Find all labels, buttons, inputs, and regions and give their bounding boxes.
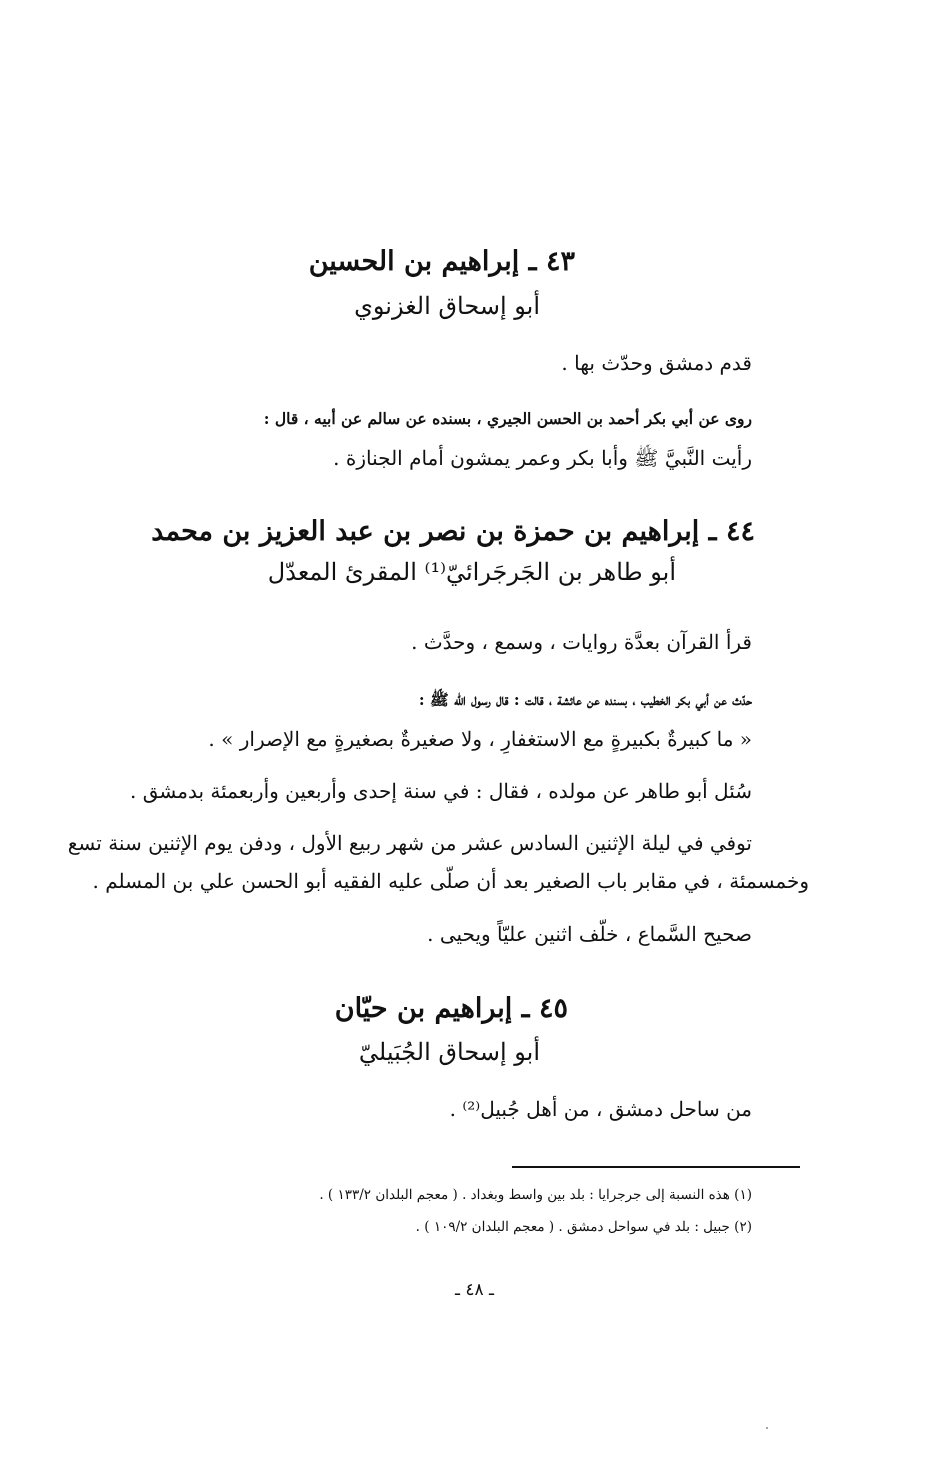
entry-44-death-1: توفي في ليلة الإثنين السادس عشر من شهر ربيع الأول ، ودفن يوم الإثنين سنة تسع <box>67 831 752 855</box>
entry-44-hadith: « ما كبيرةٌ بكبيرةٍ مع الاستغفارِ ، ولا صغيرةٌ بصغيرةٍ مع الإصرار » . <box>208 727 752 751</box>
entry-44-kunya: أبو طاهر بن الجَرجَرائيّ⁽¹⁾ المقرئ المعدّل <box>267 558 676 586</box>
entry-44-heading: ٤٤ ـ إبراهيم بن حمزة بن نصر بن عبد العزيز بن محمد <box>151 516 755 547</box>
footnote-2: (٢) جبيل : بلد في سواحل دمشق . ( معجم البلدان ١٠٩/٢ ) . <box>415 1219 752 1235</box>
entry-44-line-1: قرأ القرآن بعدَّة روايات ، وسمع ، وحدَّث . <box>411 630 752 654</box>
entry-43-heading: ٤٣ ـ إبراهيم بن الحسين <box>308 246 575 277</box>
scan-speck <box>766 1427 768 1429</box>
entry-45-line-1: من ساحل دمشق ، من أهل جُبيل⁽²⁾ . <box>449 1097 752 1121</box>
footnote-1: (١) هذه النسبة إلى جرجرايا : بلد بين واسط وبغداد . ( معجم البلدان ١٣٣/٢ ) . <box>319 1187 752 1203</box>
entry-43-kunya: أبو إسحاق الغزنوي <box>354 292 540 320</box>
entry-43-isnad: روى عن أبي بكر أحمد بن الحسن الجيري ، بسنده عن سالم عن أبيه ، قال : <box>263 409 752 428</box>
entry-44-sama: صحيح السَّماع ، خلّف اثنين عليّاً ويحيى . <box>427 922 752 946</box>
entry-45-heading: ٤٥ ـ إبراهيم بن حيّان <box>334 993 568 1024</box>
entry-43-line-1: قدم دمشق وحدّث بها . <box>561 351 752 375</box>
entry-44-birth: سُئل أبو طاهر عن مولده ، فقال : في سنة إحدى وأربعين وأربعمئة بدمشق . <box>130 779 752 803</box>
entry-43-hadith: رأيت النَّبيَّ ﷺ وأبا بكر وعمر يمشون أمام الجنازة . <box>333 446 752 470</box>
page-number: ـ ٤٨ ـ <box>454 1280 494 1300</box>
footnote-separator <box>512 1166 800 1168</box>
entry-44-isnad: حدّث عن أبي بكر الخطيب ، بسنده عن عائشة ، قالت : قال رسول الله ﷺ : <box>418 690 752 709</box>
entry-45-kunya: أبو إسحاق الجُبَيليّ <box>358 1038 540 1066</box>
entry-44-death-2: وخمسمئة ، في مقابر باب الصغير بعد أن صلّى عليه الفقيه أبو الحسن علي بن المسلم . <box>92 869 809 893</box>
